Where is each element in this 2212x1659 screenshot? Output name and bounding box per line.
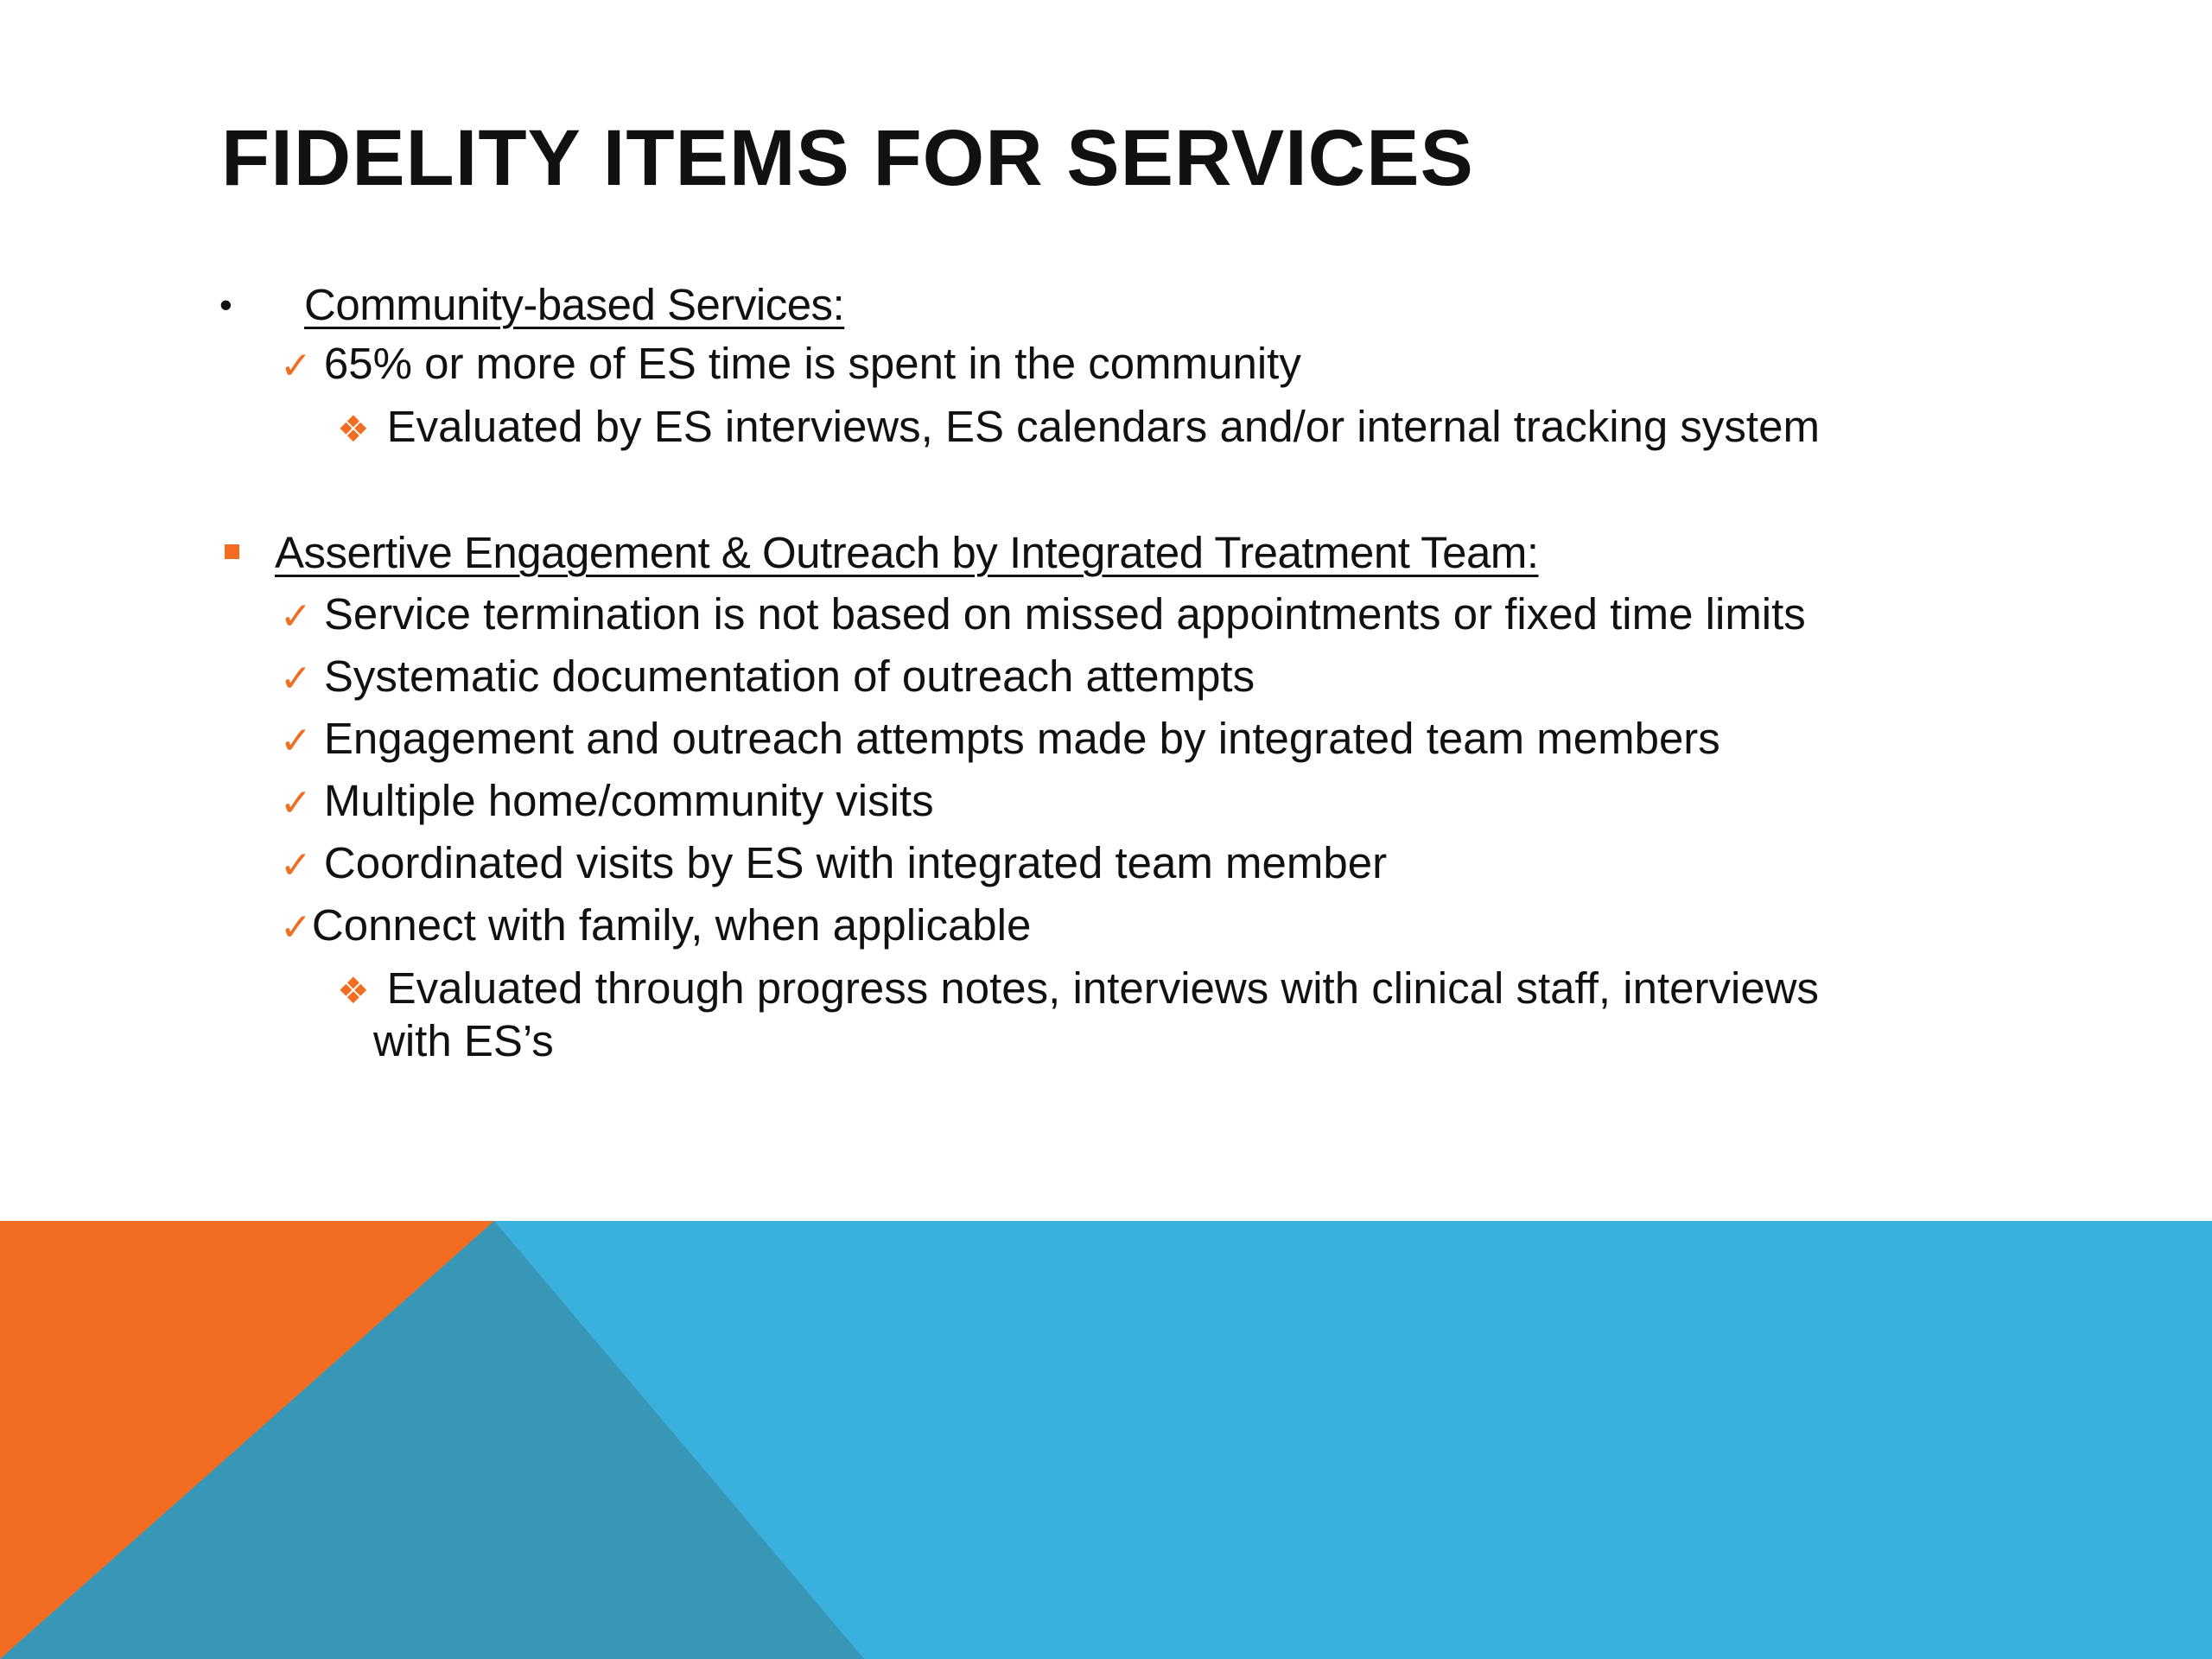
note-item-text: with ES’s	[373, 1016, 554, 1065]
note-item-continuation	[373, 1014, 554, 1068]
checkmark-icon: ✓	[280, 657, 312, 701]
note-item	[337, 400, 1820, 456]
note-item	[337, 962, 1819, 1018]
slide-title: FIDELITY ITEMS FOR SERVICES	[221, 114, 1474, 202]
check-item-text: Systematic documentation of outreach attempts	[323, 652, 1255, 701]
check-item	[280, 650, 1255, 706]
note-item-text: Evaluated through progress notes, interviews with clinical staff, interviews	[386, 963, 1820, 1013]
check-item-text: Multiple home/community visits	[323, 776, 934, 825]
section-heading	[304, 278, 844, 332]
check-item	[280, 712, 1720, 768]
check-item	[280, 899, 1031, 955]
check-item-text: 65% or more of ES time is spent in the community	[323, 339, 1301, 388]
four-diamond-icon: ❖	[337, 969, 370, 1012]
checkmark-icon: ✓	[280, 594, 312, 639]
four-diamond-icon: ❖	[337, 408, 370, 450]
decorative-footer-band	[0, 1221, 2212, 1659]
dot-bullet-icon: •	[219, 284, 232, 325]
check-item-text: Connect with family, when applicable	[311, 900, 1032, 950]
check-item	[280, 337, 1301, 393]
checkmark-icon: ✓	[280, 843, 312, 887]
checkmark-icon: ✓	[280, 344, 312, 388]
section-heading-text: Assertive Engagement & Outreach by Integrated Treatment Team:	[275, 528, 1539, 577]
section-heading	[275, 526, 1539, 580]
section-heading-text: Community-based Services:	[304, 280, 845, 329]
checkmark-icon: ✓	[280, 906, 312, 950]
check-item	[280, 774, 934, 830]
check-item	[280, 836, 1387, 893]
checkmark-icon: ✓	[280, 719, 312, 763]
check-item	[280, 588, 1806, 644]
check-item-text: Coordinated visits by ES with integrated team member	[323, 838, 1388, 887]
check-item-text: Service termination is not based on missed appointments or fixed time limits	[323, 589, 1806, 639]
note-item-text: Evaluated by ES interviews, ES calendars and/or internal tracking system	[386, 402, 1820, 451]
check-item-text: Engagement and outreach attempts made by integrated team members	[323, 714, 1720, 763]
square-bullet-icon	[225, 544, 239, 559]
checkmark-icon: ✓	[280, 781, 312, 825]
